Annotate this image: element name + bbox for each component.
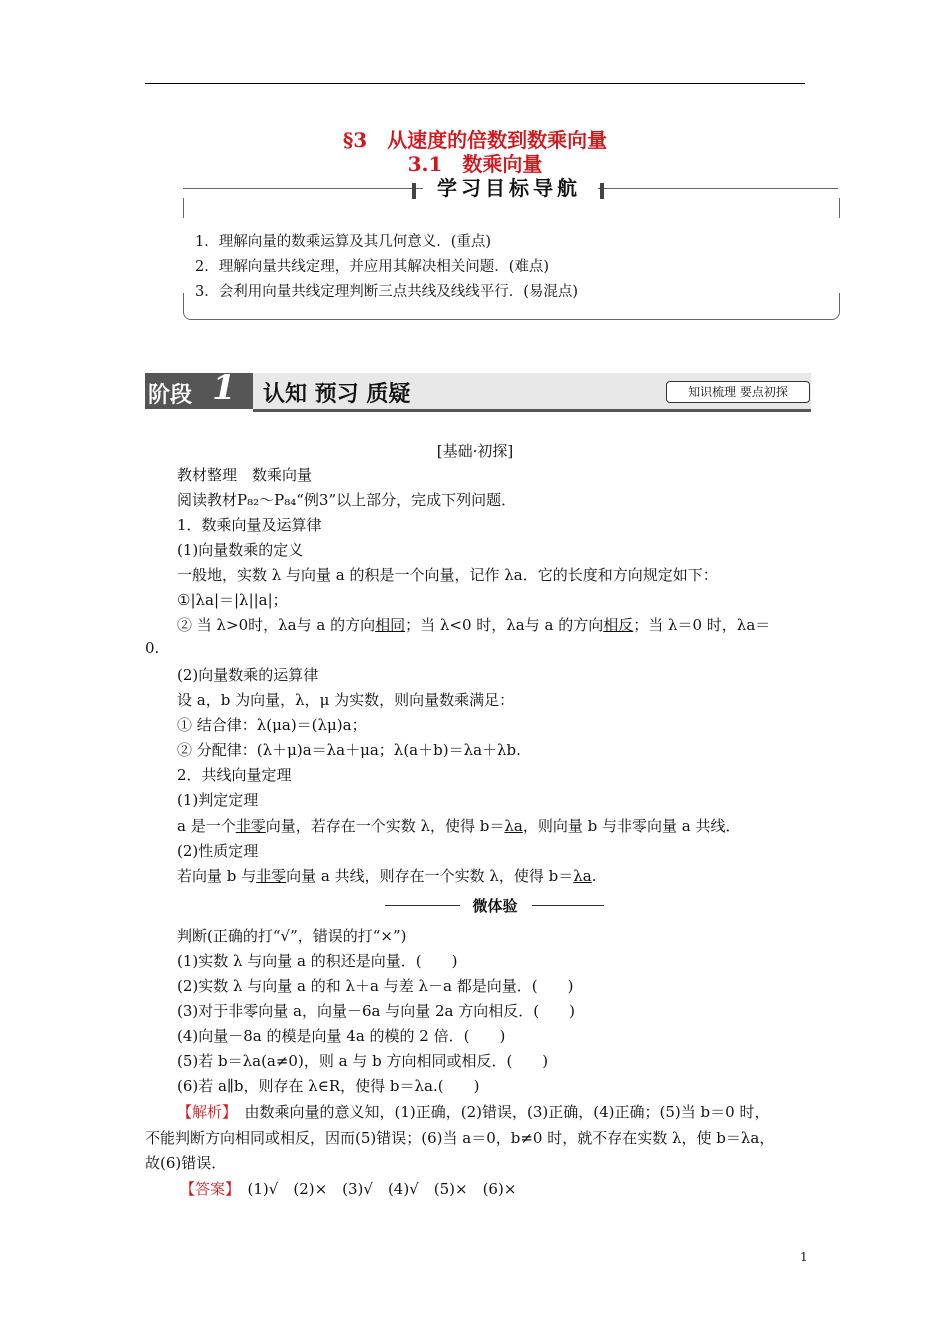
- text-span: 向量 a 共线，则存在一个实数 λ，使得 b＝: [286, 867, 574, 885]
- goal-item: 2．理解向量共线定理，并应用其解决相关问题．(难点): [195, 259, 550, 275]
- text-span: ；当 λ<0 时，λa与 a 的方向: [405, 616, 604, 634]
- text-line: 1．数乘向量及运算律: [177, 516, 322, 534]
- text-span: .: [591, 867, 597, 885]
- question-line: (2)实数 λ 与向量 a 的和 λ＋a 与差 λ－a 都是向量．( ): [177, 977, 574, 995]
- text-line: ② 分配律：(λ＋μ)a＝λa＋μa；λ(a＋b)＝λa＋λb.: [177, 741, 521, 759]
- text-line: [177, 865, 817, 886]
- text-line: 一般地，实数 λ 与向量 a 的积是一个向量，记作 λa．它的长度和方向规定如下：: [177, 566, 718, 584]
- top-rule: [145, 83, 805, 84]
- answer-label: 【答案】: [180, 1180, 233, 1198]
- text-line: 设 a，b 为向量，λ，μ 为实数，则向量数乘满足：: [177, 691, 515, 709]
- text-line: (1)判定定理: [177, 791, 259, 809]
- stage-label: 阶段: [148, 382, 193, 408]
- question-line: (4)向量－8a 的模是向量 4a 的模的 2 倍．( ): [177, 1027, 506, 1045]
- text-span: a 是一个: [177, 817, 236, 835]
- underlined-answer: 非零: [256, 867, 287, 885]
- analysis-line: 故(6)错误．: [145, 1154, 227, 1172]
- underlined-answer: λa: [573, 867, 592, 885]
- stage-number: 1: [212, 368, 236, 408]
- text-span: ，则向量 b 与非零向量 a 共线．: [522, 817, 741, 835]
- answer-line: [180, 1178, 820, 1199]
- goal-item: 3．会利用向量共线定理判断三点共线及线线平行．(易混点): [195, 284, 579, 300]
- text-line: ① 结合律：λ(μa)＝(λμ)a；: [177, 716, 367, 734]
- section-title: §3 从速度的倍数到数乘向量: [342, 128, 608, 152]
- underlined-answer: 相同: [375, 616, 406, 634]
- text-line: (2)向量数乘的运算律: [177, 666, 319, 684]
- micro-left-rule: [385, 905, 460, 906]
- analysis-line: [177, 1101, 817, 1122]
- banner-right-line: [598, 188, 838, 189]
- text-span: 若向量 b 与: [177, 867, 257, 885]
- banner-left-bar: [412, 183, 416, 199]
- text-line: (2)性质定理: [177, 842, 259, 860]
- text-line: ①|λa|＝|λ||a|；: [177, 591, 288, 609]
- text-span: ② 当 λ>0时，λa与 a 的方向: [177, 616, 376, 634]
- text-line: (1)向量数乘的定义: [177, 541, 304, 559]
- text-line: 2．共线向量定理: [177, 766, 292, 784]
- subsection-title: 3.1 数乘向量: [407, 152, 543, 176]
- stage-subtitle: 认知 预习 质疑: [263, 381, 411, 407]
- analysis-label: 【解析】: [177, 1103, 230, 1121]
- goals-banner-title: 学习目标导航: [437, 176, 581, 200]
- question-line: (3)对于非零向量 a，向量－6a 与向量 2a 方向相反．( ): [177, 1002, 575, 1020]
- text-line: [177, 815, 817, 836]
- goal-item: 1．理解向量的数乘运算及其几何意义．(重点): [195, 234, 492, 250]
- text-span: 由数乘向量的意义知，(1)正确，(2)错误，(3)正确，(4)正确；(5)当 b＝0 时，: [244, 1103, 770, 1121]
- page-number: 1: [800, 1250, 808, 1264]
- underlined-answer: λa: [504, 817, 523, 835]
- question-line: (1)实数 λ 与向量 a 的积还是向量．( ): [177, 952, 458, 970]
- analysis-line: 不能判断方向相同或相反，因而(5)错误；(6)当 a＝0，b≠0 时，就不存在实数 λ，使 b＝λa，: [145, 1129, 775, 1147]
- text-line: [177, 614, 817, 635]
- question-line: 判断(正确的打“√”，错误的打“×”): [177, 927, 407, 945]
- answer-values: (1)√ (2)× (3)√ (4)√ (5)× (6)×: [247, 1180, 517, 1198]
- text-span: 向量，若存在一个实数 λ，使得 b＝: [265, 817, 505, 835]
- section-tag: [基础·初探]: [436, 442, 514, 460]
- text-line: 0.: [145, 639, 160, 657]
- text-span: ；当 λ＝0 时，λa＝: [633, 616, 771, 634]
- banner-right-bar: [600, 183, 604, 199]
- text-line: 阅读教材P₈₂～P₈₄“例3”以上部分，完成下列问题．: [177, 491, 517, 509]
- banner-left-line: [183, 188, 423, 189]
- stage-tag: 知识梳理 要点初探: [666, 381, 810, 403]
- text-line: 教材整理 数乘向量: [177, 466, 313, 484]
- question-line: (6)若 a∥b，则存在 λ∈R，使得 b＝λa.( ): [177, 1077, 480, 1095]
- underlined-answer: 非零: [235, 817, 266, 835]
- micro-right-rule: [532, 905, 604, 906]
- underlined-answer: 相反: [603, 616, 634, 634]
- question-line: (5)若 b＝λa(a≠0)，则 a 与 b 方向相同或相反．( ): [177, 1052, 549, 1070]
- micro-heading: 微体验: [472, 897, 518, 915]
